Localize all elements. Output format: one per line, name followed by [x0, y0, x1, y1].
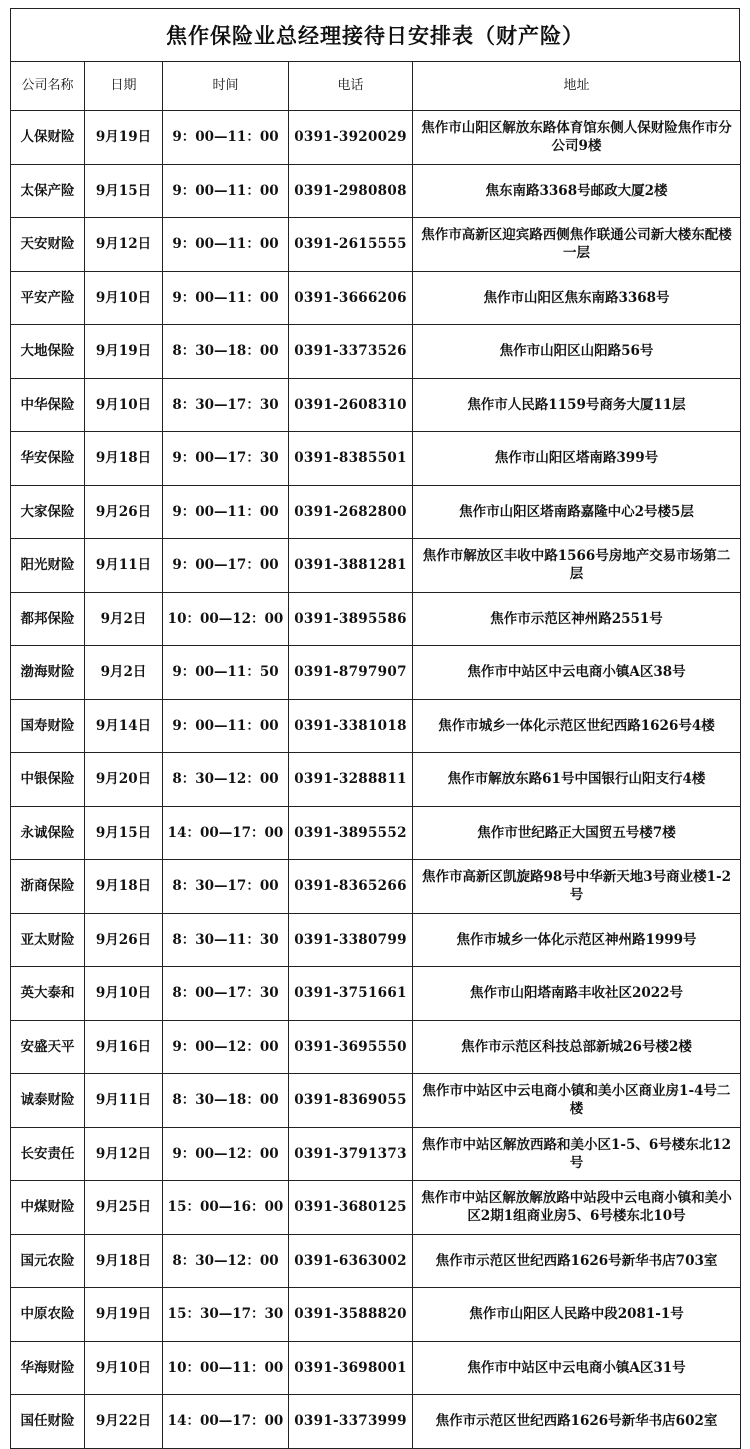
date-cell: 9月12日 [85, 1127, 163, 1181]
company-cell: 华安保险 [11, 432, 85, 486]
phone-cell: 0391-8385501 [289, 432, 413, 486]
table-row [11, 860, 741, 914]
phone-cell: 0391-2980808 [289, 164, 413, 218]
phone-cell: 0391-3881281 [289, 539, 413, 593]
phone-cell: 0391-3791373 [289, 1127, 413, 1181]
address-cell: 焦作市中站区中云电商小镇A区38号 [413, 646, 741, 700]
date-cell: 9月25日 [85, 1181, 163, 1235]
address-cell: 焦作市解放区丰收中路1566号房地产交易市场第二层 [413, 539, 741, 593]
company-cell: 浙商保险 [11, 860, 85, 914]
table-row [11, 699, 741, 753]
address-cell: 焦作市中站区解放解放路中站段中云电商小镇和美小区2期1组商业房5、6号楼东北10号 [413, 1181, 741, 1235]
address-cell: 焦作市世纪路正大国贸五号楼7楼 [413, 806, 741, 860]
time-cell: 8：30—12：00 [163, 753, 289, 807]
table-row [11, 1074, 741, 1128]
table-row [11, 753, 741, 807]
table-row [11, 806, 741, 860]
date-cell: 9月10日 [85, 967, 163, 1021]
date-cell: 9月10日 [85, 271, 163, 325]
time-cell: 15：00—16：00 [163, 1181, 289, 1235]
time-cell: 8：30—12：00 [163, 1234, 289, 1288]
table-row [11, 378, 741, 432]
date-cell: 9月22日 [85, 1395, 163, 1449]
time-cell: 9：00—11：50 [163, 646, 289, 700]
phone-cell: 0391-3895552 [289, 806, 413, 860]
date-cell: 9月19日 [85, 1288, 163, 1342]
time-cell: 9：00—11：00 [163, 485, 289, 539]
company-cell: 中银保险 [11, 753, 85, 807]
time-cell: 9：00—17：00 [163, 539, 289, 593]
table-row [11, 1127, 741, 1181]
table-row [11, 485, 741, 539]
phone-cell: 0391-3588820 [289, 1288, 413, 1342]
company-cell: 安盛天平 [11, 1020, 85, 1074]
date-cell: 9月10日 [85, 1341, 163, 1395]
company-cell: 中华保险 [11, 378, 85, 432]
date-cell: 9月10日 [85, 378, 163, 432]
company-cell: 大家保险 [11, 485, 85, 539]
time-cell: 8：30—17：30 [163, 378, 289, 432]
company-cell: 中原农险 [11, 1288, 85, 1342]
company-cell: 永诚保险 [11, 806, 85, 860]
company-cell: 国寿财险 [11, 699, 85, 753]
date-cell: 9月18日 [85, 860, 163, 914]
time-cell: 9：00—11：00 [163, 164, 289, 218]
company-cell: 平安产险 [11, 271, 85, 325]
time-cell: 8：30—11：30 [163, 913, 289, 967]
address-cell: 焦作市人民路1159号商务大厦11层 [413, 378, 741, 432]
date-cell: 9月26日 [85, 485, 163, 539]
date-cell: 9月15日 [85, 164, 163, 218]
company-cell: 中煤财险 [11, 1181, 85, 1235]
table-row [11, 325, 741, 379]
time-cell: 10：00—12：00 [163, 592, 289, 646]
date-cell: 9月12日 [85, 218, 163, 272]
date-cell: 9月19日 [85, 325, 163, 379]
address-cell: 焦作市高新区迎宾路西侧焦作联通公司新大楼东配楼一层 [413, 218, 741, 272]
time-cell: 9：00—11：00 [163, 699, 289, 753]
address-cell: 焦作市中站区中云电商小镇A区31号 [413, 1341, 741, 1395]
date-cell: 9月18日 [85, 1234, 163, 1288]
date-cell: 9月2日 [85, 592, 163, 646]
table-row [11, 271, 741, 325]
address-cell: 焦作市中站区中云电商小镇和美小区商业房1-4号二楼 [413, 1074, 741, 1128]
address-cell: 焦作市示范区科技总部新城26号楼2楼 [413, 1020, 741, 1074]
address-cell: 焦作市山阳塔南路丰收社区2022号 [413, 967, 741, 1021]
table-row [11, 111, 741, 165]
table-row [11, 432, 741, 486]
date-cell: 9月20日 [85, 753, 163, 807]
company-cell: 阳光财险 [11, 539, 85, 593]
reception-schedule-table [10, 61, 741, 1449]
phone-cell: 0391-3695550 [289, 1020, 413, 1074]
company-cell: 都邦保险 [11, 592, 85, 646]
company-cell: 长安责任 [11, 1127, 85, 1181]
table-row [11, 1288, 741, 1342]
address-cell: 焦作市山阳区焦东南路3368号 [413, 271, 741, 325]
date-cell: 9月11日 [85, 539, 163, 593]
address-cell: 焦作市解放东路61号中国银行山阳支行4楼 [413, 753, 741, 807]
table-row [11, 1234, 741, 1288]
company-cell: 诚泰财险 [11, 1074, 85, 1128]
date-cell: 9月18日 [85, 432, 163, 486]
table-body [11, 111, 741, 1449]
time-cell: 8：30—18：00 [163, 325, 289, 379]
phone-cell: 0391-3380799 [289, 913, 413, 967]
phone-cell: 0391-8365266 [289, 860, 413, 914]
company-cell: 国元农险 [11, 1234, 85, 1288]
address-cell: 焦作市中站区解放西路和美小区1-5、6号楼东北12号 [413, 1127, 741, 1181]
time-cell: 8：30—18：00 [163, 1074, 289, 1128]
company-cell: 太保产险 [11, 164, 85, 218]
time-cell: 8：30—17：00 [163, 860, 289, 914]
address-cell: 焦作市山阳区塔南路嘉隆中心2号楼5层 [413, 485, 741, 539]
company-cell: 渤海财险 [11, 646, 85, 700]
time-cell: 14：00—17：00 [163, 806, 289, 860]
date-cell: 9月15日 [85, 806, 163, 860]
address-cell: 焦东南路3368号邮政大厦2楼 [413, 164, 741, 218]
table-row [11, 592, 741, 646]
table-row [11, 218, 741, 272]
address-cell: 焦作市城乡一体化示范区世纪西路1626号4楼 [413, 699, 741, 753]
address-cell: 焦作市山阳区人民路中段2081-1号 [413, 1288, 741, 1342]
phone-cell: 0391-3288811 [289, 753, 413, 807]
time-cell: 9：00—12：00 [163, 1020, 289, 1074]
company-cell: 亚太财险 [11, 913, 85, 967]
time-cell: 10：00—11：00 [163, 1341, 289, 1395]
date-cell: 9月11日 [85, 1074, 163, 1128]
time-cell: 9：00—11：00 [163, 271, 289, 325]
table-row [11, 1020, 741, 1074]
table-row [11, 646, 741, 700]
phone-cell: 0391-3666206 [289, 271, 413, 325]
company-cell: 人保财险 [11, 111, 85, 165]
address-cell: 焦作市山阳区解放东路体育馆东侧人保财险焦作市分公司9楼 [413, 111, 741, 165]
time-cell: 8：00—17：30 [163, 967, 289, 1021]
phone-cell: 0391-8797907 [289, 646, 413, 700]
address-cell: 焦作市示范区世纪西路1626号新华书店703室 [413, 1234, 741, 1288]
header-row [11, 62, 741, 111]
phone-cell: 0391-6363002 [289, 1234, 413, 1288]
phone-cell: 0391-3381018 [289, 699, 413, 753]
table-row [11, 913, 741, 967]
time-cell: 15：30—17：30 [163, 1288, 289, 1342]
time-cell: 9：00—12：00 [163, 1127, 289, 1181]
table-row [11, 967, 741, 1021]
header-address: 地址 [413, 62, 741, 111]
phone-cell: 0391-3373999 [289, 1395, 413, 1449]
address-cell: 焦作市城乡一体化示范区神州路1999号 [413, 913, 741, 967]
date-cell: 9月14日 [85, 699, 163, 753]
address-cell: 焦作市山阳区塔南路399号 [413, 432, 741, 486]
table-row [11, 1341, 741, 1395]
phone-cell: 0391-3680125 [289, 1181, 413, 1235]
table-row [11, 1181, 741, 1235]
time-cell: 9：00—17：30 [163, 432, 289, 486]
address-cell: 焦作市示范区世纪西路1626号新华书店602室 [413, 1395, 741, 1449]
header-time: 时间 [163, 62, 289, 111]
address-cell: 焦作市山阳区山阳路56号 [413, 325, 741, 379]
date-cell: 9月19日 [85, 111, 163, 165]
address-cell: 焦作市高新区凯旋路98号中华新天地3号商业楼1-2号 [413, 860, 741, 914]
phone-cell: 0391-3698001 [289, 1341, 413, 1395]
phone-cell: 0391-3373526 [289, 325, 413, 379]
date-cell: 9月16日 [85, 1020, 163, 1074]
company-cell: 天安财险 [11, 218, 85, 272]
phone-cell: 0391-3920029 [289, 111, 413, 165]
table-row [11, 1395, 741, 1449]
time-cell: 14：00—17：00 [163, 1395, 289, 1449]
phone-cell: 0391-2608310 [289, 378, 413, 432]
date-cell: 9月2日 [85, 646, 163, 700]
phone-cell: 0391-3895586 [289, 592, 413, 646]
time-cell: 9：00—11：00 [163, 111, 289, 165]
company-cell: 华海财险 [11, 1341, 85, 1395]
header-phone: 电话 [289, 62, 413, 111]
header-company: 公司名称 [11, 62, 85, 111]
phone-cell: 0391-2682800 [289, 485, 413, 539]
date-cell: 9月26日 [85, 913, 163, 967]
company-cell: 国任财险 [11, 1395, 85, 1449]
address-cell: 焦作市示范区神州路2551号 [413, 592, 741, 646]
phone-cell: 0391-8369055 [289, 1074, 413, 1128]
header-date: 日期 [85, 62, 163, 111]
phone-cell: 0391-2615555 [289, 218, 413, 272]
company-cell: 英大泰和 [11, 967, 85, 1021]
table-row [11, 164, 741, 218]
table-row [11, 539, 741, 593]
table-title: 焦作保险业总经理接待日安排表（财产险） [10, 8, 740, 61]
company-cell: 大地保险 [11, 325, 85, 379]
phone-cell: 0391-3751661 [289, 967, 413, 1021]
time-cell: 9：00—11：00 [163, 218, 289, 272]
